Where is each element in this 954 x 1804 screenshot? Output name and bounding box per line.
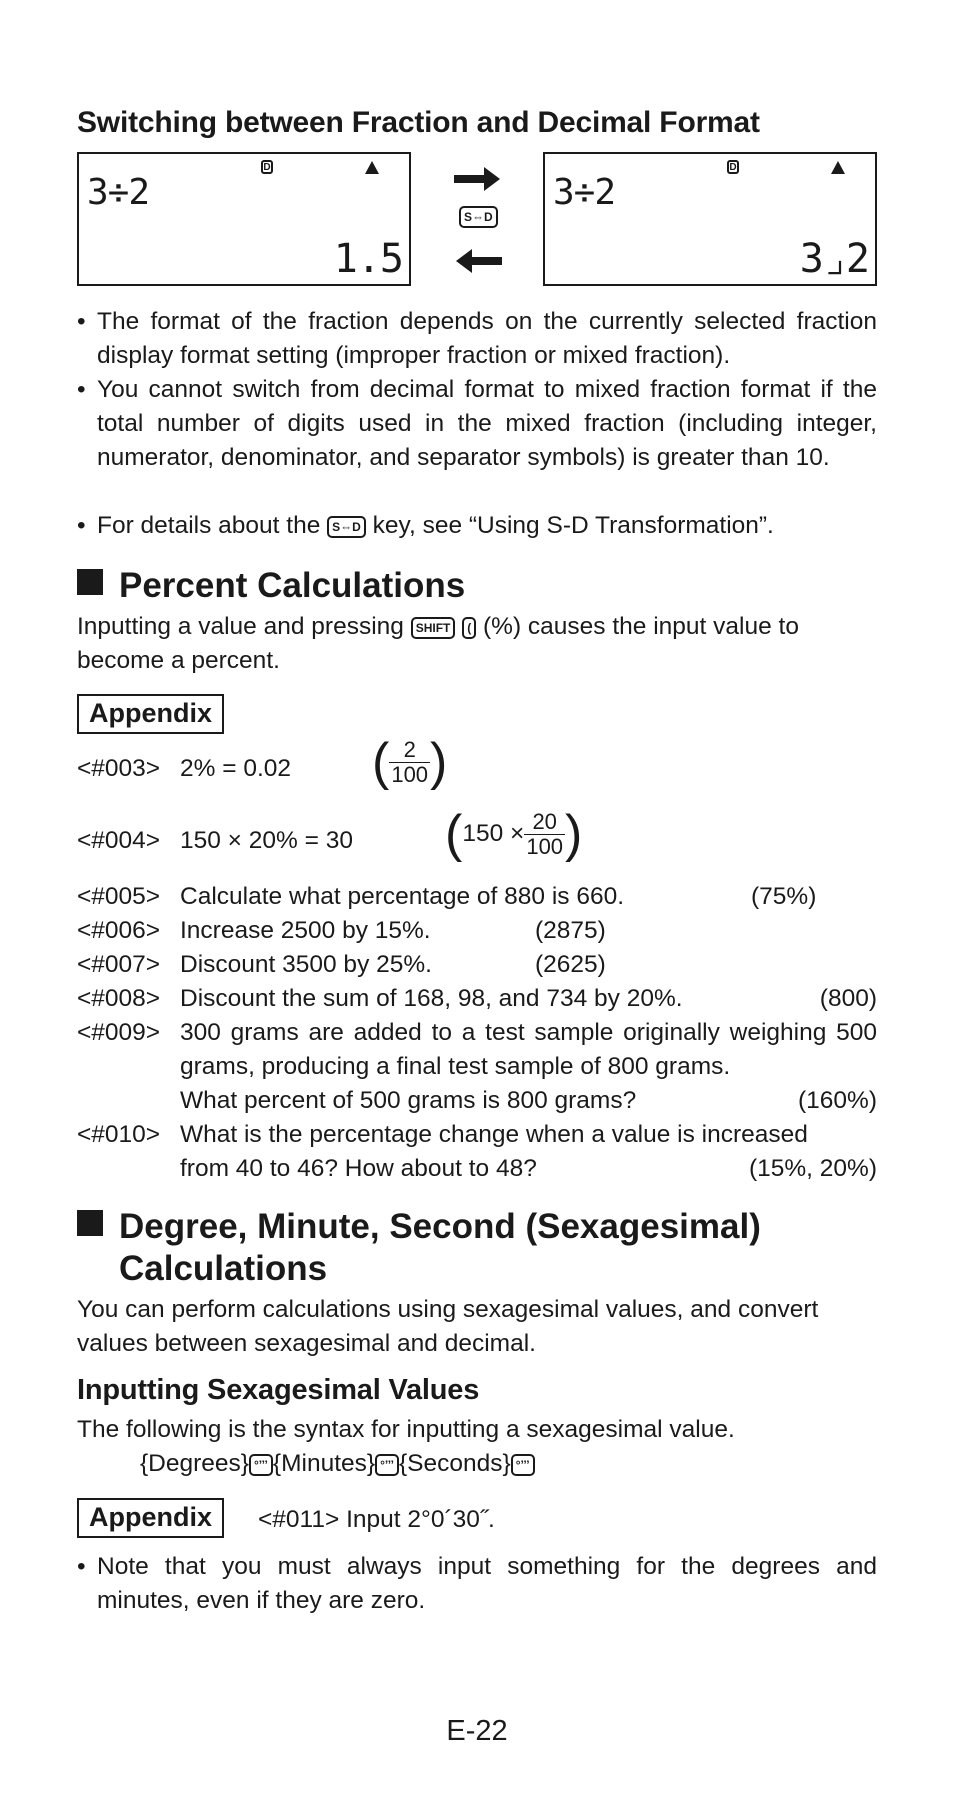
example-009: <#009> 300 grams are added to a test sample originally weighing 500 grams, producing a final test sample of 800 grams. What percent of 500 grams is 800 grams? (160%) (77, 1019, 877, 1114)
arrow-right-icon (454, 167, 500, 191)
syntax-line: {Degrees} °’’’ {Minutes} °’’’ {Seconds} °’’’ (140, 1447, 840, 1481)
example-011: <#011> Input 2°0´30˝. (258, 1506, 495, 1533)
section-title-fraction-decimal: Switching between Fraction and Decimal Format (77, 106, 760, 139)
appendix-label: Appendix (77, 694, 224, 734)
dms-key-icon: °’’’ (375, 1454, 399, 1476)
d-indicator: D (261, 160, 273, 174)
syntax-intro: The following is the syntax for inputting a sexagesimal value. (77, 1416, 735, 1443)
bullet-mixed-fraction-limit: • You cannot switch from decimal format to mixed fraction format if the total number of digits used in the mixed fraction (including integer, numerator, denominator, and separator symbols) is greater than 10. (77, 376, 877, 471)
display-expression: 3÷2 (87, 172, 150, 213)
subtitle-inputting-sexagesimal: Inputting Sexagesimal Values (77, 1374, 480, 1406)
square-bullet-icon (77, 1210, 103, 1236)
example-004: <#004> 150 × 20% = 30 (150 × $\frac{20}{100}$ ) (77, 805, 583, 863)
section-title-sexagesimal: Degree, Minute, Second (Sexagesimal) Calculations (77, 1206, 761, 1290)
percent-intro: Inputting a value and pressing SHIFT ( (%) causes the input value to become a percent. (77, 613, 799, 674)
section-title-percent: Percent Calculations (77, 565, 465, 607)
display-result: 3⌟2 (799, 236, 869, 282)
up-arrow-icon (831, 161, 845, 174)
display-fraction (543, 152, 877, 286)
appendix-label: Appendix (77, 1498, 224, 1538)
display-expression: 3÷2 (553, 172, 616, 213)
d-indicator: D (727, 160, 739, 174)
bullet-degrees-minutes: • Note that you must always input something for the degrees and minutes, even if they are zero. (77, 1553, 877, 1614)
sexagesimal-intro: You can perform calculations using sexagesimal values, and convert values between sexagesimal and decimal. (77, 1296, 819, 1357)
display-decimal (77, 152, 411, 286)
page-number: E-22 (446, 1715, 508, 1747)
bullet-sd-transformation: • For details about the S⇔D key, see “Using S-D Transformation”. (77, 512, 774, 539)
dms-key-icon: °’’’ (511, 1454, 535, 1476)
paren-key-icon: ( (462, 617, 476, 639)
bullet-fraction-format: • The format of the fraction depends on the currently selected fraction display format setting (improper fraction or mixed fraction). (77, 308, 877, 369)
shift-key-icon: SHIFT (411, 617, 456, 639)
sd-key-icon: S⇔D (327, 516, 366, 538)
display-result: 1.5 (333, 236, 403, 282)
square-bullet-icon (77, 569, 103, 595)
dms-key-icon: °’’’ (249, 1454, 273, 1476)
sd-key-icon: S⇔D (459, 206, 498, 228)
arrow-left-icon (456, 249, 502, 273)
up-arrow-icon (365, 161, 379, 174)
example-003: <#003> 2% = 0.02 ( $\frac{2}{100}$ ) (77, 733, 448, 791)
example-010: <#010> What is the percentage change when a value is increased from 40 to 46? How about to 48? (15%, 20%) (77, 1121, 877, 1182)
